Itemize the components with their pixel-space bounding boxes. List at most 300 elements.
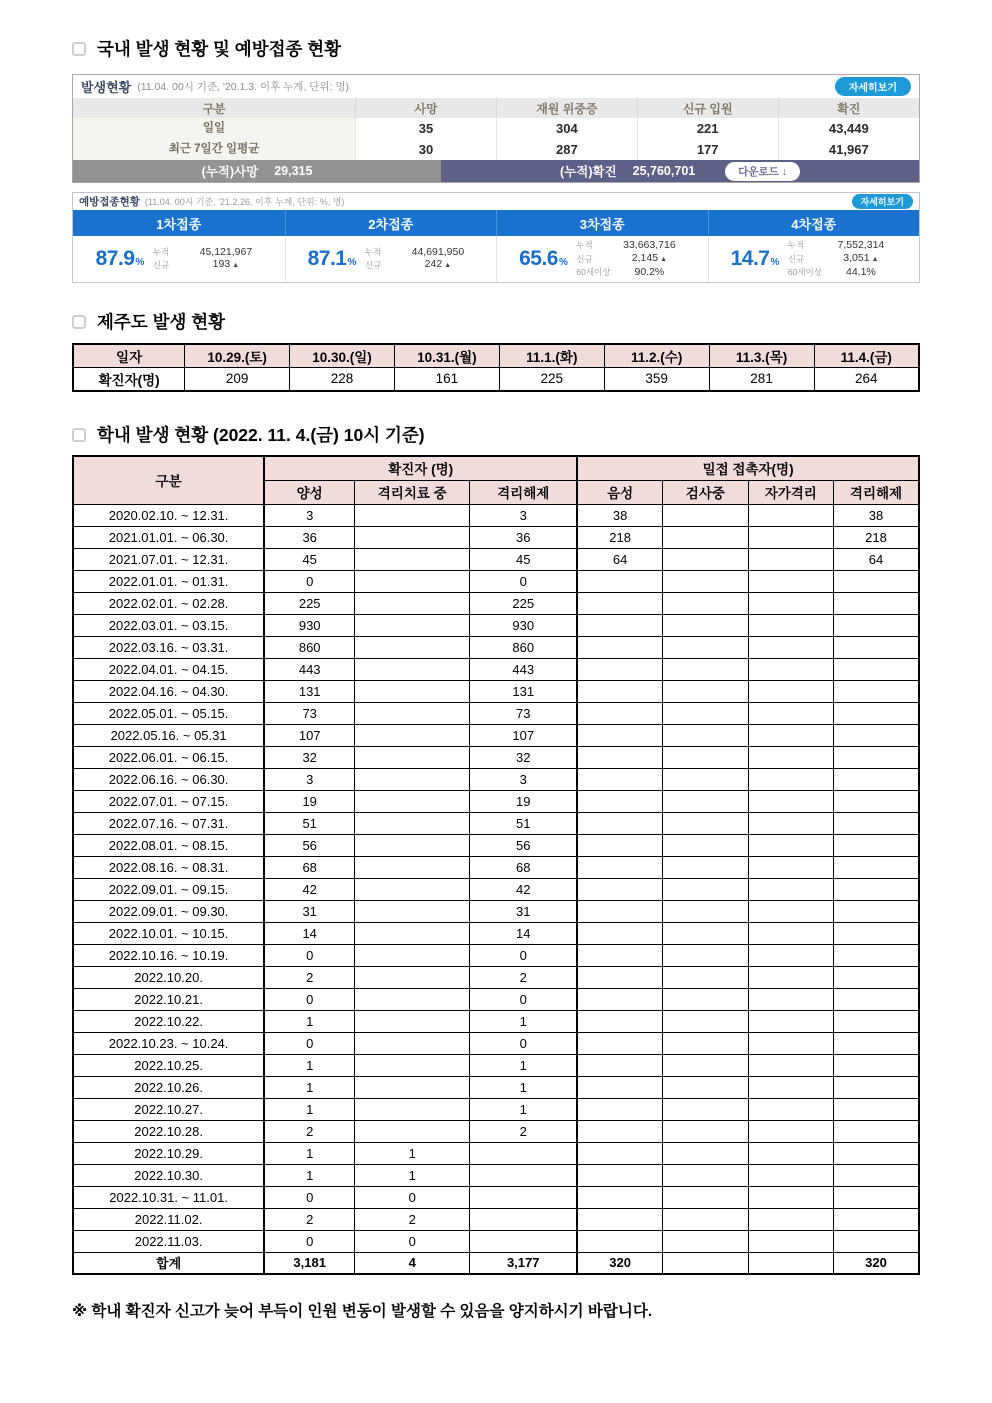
- school-cell: [355, 878, 470, 900]
- school-cell: [355, 966, 470, 988]
- school-row-label: 2022.10.30.: [73, 1164, 264, 1186]
- school-cell: [663, 922, 748, 944]
- vaccination-box-subtitle: (11.04. 00시 기준, '21.2.26. 이후 누계, 단위: %, 명): [144, 197, 345, 207]
- jeju-date-header: 11.4.(금): [814, 344, 919, 367]
- school-row-label: 2021.01.01. ~ 06.30.: [73, 526, 264, 548]
- school-cell: 1: [264, 1164, 355, 1186]
- school-data-row: [73, 1054, 919, 1076]
- cumulative-confirmed-value: 25,760,701: [632, 164, 696, 178]
- school-cell: 2: [264, 1208, 355, 1230]
- school-cell: [834, 614, 920, 636]
- school-data-row: [73, 680, 919, 702]
- school-sub-col-header: 양성: [264, 480, 355, 504]
- school-cell: [834, 1186, 920, 1208]
- school-cell: [663, 548, 748, 570]
- school-cell: [663, 1054, 748, 1076]
- school-cell: [834, 570, 920, 592]
- school-cell: 68: [470, 856, 577, 878]
- school-row-label: 2022.10.21.: [73, 988, 264, 1010]
- school-cell: [748, 1076, 833, 1098]
- stat-value: 7,552,314: [837, 239, 885, 252]
- school-cell: [834, 1164, 920, 1186]
- vaccination-dose-bar: [73, 210, 919, 236]
- school-cell: [748, 1098, 833, 1120]
- school-cell: [834, 1208, 920, 1230]
- school-data-row: [73, 548, 919, 570]
- school-row-label: 2022.01.01. ~ 01.31.: [73, 570, 264, 592]
- section-school-title-text: 학내 발생 현황 (2022. 11. 4.(금) 10시 기준): [97, 425, 425, 445]
- school-table: [72, 455, 920, 1275]
- school-cell: [355, 1120, 470, 1142]
- national-data-row: [73, 118, 919, 139]
- school-cell: [834, 592, 920, 614]
- school-cell: 51: [264, 812, 355, 834]
- vaccination-dose-stats: [496, 236, 708, 282]
- percent-sign: %: [135, 257, 144, 268]
- school-cell: [355, 636, 470, 658]
- school-cell: 2: [470, 966, 577, 988]
- jeju-date-header: 10.31.(월): [394, 344, 499, 367]
- national-cell: 30: [356, 139, 497, 160]
- stat-label: 신규: [576, 253, 593, 264]
- download-button[interactable]: 다운로드 ↓: [725, 162, 800, 181]
- school-cell: [355, 922, 470, 944]
- national-cell: 43,449: [778, 118, 919, 139]
- school-cell: [748, 768, 833, 790]
- school-cell: [663, 680, 748, 702]
- school-data-row: [73, 900, 919, 922]
- school-cell: [663, 834, 748, 856]
- jeju-cell: 264: [814, 367, 919, 391]
- school-cell: [663, 988, 748, 1010]
- school-cell: 0: [470, 1032, 577, 1054]
- school-cell: [748, 878, 833, 900]
- school-data-row: [73, 592, 919, 614]
- school-cell: 14: [264, 922, 355, 944]
- school-cell: 2: [355, 1208, 470, 1230]
- section-domestic-title: [72, 36, 920, 61]
- up-triangle-icon: ▲: [232, 262, 240, 269]
- stat-value: 193 ▲: [212, 258, 240, 270]
- school-cell: [748, 614, 833, 636]
- school-cell: [834, 1098, 920, 1120]
- school-cell: [663, 570, 748, 592]
- vaccination-box-title: 예방접종현황: [79, 196, 140, 208]
- school-cell: 1: [264, 1010, 355, 1032]
- vaccination-detail-button[interactable]: 자세히보기: [852, 194, 913, 209]
- school-row-label: 2022.10.29.: [73, 1142, 264, 1164]
- school-cell: [355, 1076, 470, 1098]
- school-row-label: 2022.04.16. ~ 04.30.: [73, 680, 264, 702]
- school-cell: [748, 1142, 833, 1164]
- school-cell: [834, 1032, 920, 1054]
- school-row-label: 2022.07.01. ~ 07.15.: [73, 790, 264, 812]
- school-cell: [577, 658, 662, 680]
- school-cell: 68: [264, 856, 355, 878]
- school-cell: [470, 1230, 577, 1252]
- school-row-label: 2022.10.01. ~ 10.15.: [73, 922, 264, 944]
- school-cell: [834, 922, 920, 944]
- school-data-row: [73, 1076, 919, 1098]
- stat-value: 242 ▲: [424, 258, 452, 270]
- school-cell: [748, 834, 833, 856]
- cumulative-death: [73, 160, 441, 182]
- school-cell: [663, 790, 748, 812]
- school-cell: [355, 504, 470, 526]
- school-cell: 3: [470, 768, 577, 790]
- percent-sign: %: [558, 257, 568, 268]
- school-cell: [355, 702, 470, 724]
- school-cell: [748, 966, 833, 988]
- school-cell: [748, 702, 833, 724]
- school-cell: 0: [264, 944, 355, 966]
- school-cell: [834, 944, 920, 966]
- school-cell: 2: [264, 966, 355, 988]
- percent-sign: %: [770, 257, 779, 268]
- school-row-label: 2022.05.01. ~ 05.15.: [73, 702, 264, 724]
- school-cell: [470, 1186, 577, 1208]
- school-row-label: 2022.03.16. ~ 03.31.: [73, 636, 264, 658]
- jeju-row-label: 확진자(명): [73, 367, 185, 391]
- school-cell: [834, 812, 920, 834]
- school-cell: 0: [355, 1186, 470, 1208]
- school-row-label: 합계: [73, 1252, 264, 1274]
- national-cell: 177: [637, 139, 778, 160]
- vaccination-percent: 65.6%: [519, 247, 568, 270]
- national-data-row: [73, 139, 919, 160]
- school-cell: [355, 658, 470, 680]
- school-cell: 64: [577, 548, 662, 570]
- school-data-row: [73, 658, 919, 680]
- national-title-row: [73, 75, 919, 98]
- vaccination-stat-line: [153, 246, 262, 259]
- jeju-cell: 359: [604, 367, 709, 391]
- school-row-label: 2022.10.26.: [73, 1076, 264, 1098]
- school-cell: [834, 1054, 920, 1076]
- vaccination-stat-line: [365, 246, 474, 259]
- school-cell: 19: [470, 790, 577, 812]
- school-total-row: [73, 1252, 919, 1274]
- school-cell: [663, 636, 748, 658]
- school-cell: 225: [470, 592, 577, 614]
- checkbox-icon: [72, 428, 86, 442]
- vaccination-stat-line: [576, 239, 685, 252]
- stat-value: 2,145 ▲: [631, 251, 667, 264]
- school-data-row: [73, 834, 919, 856]
- school-data-row: [73, 966, 919, 988]
- school-cell: [834, 966, 920, 988]
- national-box-title: 발생현황: [81, 80, 132, 95]
- school-cell: 1: [470, 1054, 577, 1076]
- national-cell: 287: [496, 139, 637, 160]
- percent-sign: %: [347, 257, 356, 268]
- school-cell: 225: [264, 592, 355, 614]
- school-cell: 56: [264, 834, 355, 856]
- school-row-label: 2022.03.01. ~ 03.15.: [73, 614, 264, 636]
- school-cell: [577, 1010, 662, 1032]
- school-cell: [577, 1142, 662, 1164]
- vaccination-status-box: [72, 192, 920, 283]
- school-cell: 3,181: [264, 1252, 355, 1274]
- school-cell: [355, 1032, 470, 1054]
- school-cell: [748, 1054, 833, 1076]
- school-cell: [663, 768, 748, 790]
- cumulative-death-value: 29,315: [274, 164, 313, 178]
- school-cell: [663, 614, 748, 636]
- school-cell: [663, 526, 748, 548]
- national-detail-button[interactable]: 자세히보기: [835, 77, 911, 96]
- school-cell: 0: [264, 988, 355, 1010]
- vaccination-dose-label: 1차접종: [156, 216, 202, 232]
- school-cell: 3,177: [470, 1252, 577, 1274]
- school-cell: [834, 878, 920, 900]
- vaccination-percent: 87.1%: [307, 247, 356, 270]
- school-data-row: [73, 790, 919, 812]
- national-header-row: [73, 98, 919, 118]
- school-cell: 19: [264, 790, 355, 812]
- school-cell: [748, 812, 833, 834]
- vaccination-dose-stats: [708, 236, 920, 282]
- school-cell: 36: [470, 526, 577, 548]
- school-cell: [748, 856, 833, 878]
- stat-label: 누적: [576, 240, 593, 251]
- school-row-label: 2022.08.01. ~ 08.15.: [73, 834, 264, 856]
- school-cell: [355, 1054, 470, 1076]
- school-cell: 131: [264, 680, 355, 702]
- school-cell: [663, 658, 748, 680]
- school-cell: [577, 1186, 662, 1208]
- school-cell: [834, 702, 920, 724]
- school-data-row: [73, 1164, 919, 1186]
- section-jeju-title-text: 제주도 발생 현황: [97, 312, 226, 332]
- school-row-label: 2022.06.16. ~ 06.30.: [73, 768, 264, 790]
- school-cell: 56: [470, 834, 577, 856]
- school-data-row: [73, 944, 919, 966]
- national-table: [73, 98, 919, 160]
- vaccination-stat-line: [576, 252, 685, 267]
- school-cell: [834, 636, 920, 658]
- up-triangle-icon: ▲: [871, 255, 879, 263]
- school-row-label: 2022.10.31. ~ 11.01.: [73, 1186, 264, 1208]
- national-col-header: 재원 위중증: [496, 98, 637, 118]
- school-data-row: [73, 856, 919, 878]
- jeju-data-row: [73, 367, 919, 391]
- school-cell: 1: [470, 1076, 577, 1098]
- school-cell: 2: [470, 1120, 577, 1142]
- section-domestic-title-text: 국내 발생 현황 및 예방접종 현황: [97, 39, 342, 59]
- school-cell: [355, 1010, 470, 1032]
- school-sub-col-header: 격리해제: [470, 480, 577, 504]
- stat-label: 60세이상: [576, 267, 611, 278]
- school-cell: 0: [264, 1032, 355, 1054]
- school-cell: [355, 592, 470, 614]
- school-data-row: [73, 1230, 919, 1252]
- school-cell: [470, 1164, 577, 1186]
- national-cell: 35: [356, 118, 497, 139]
- stat-label: 누적: [364, 246, 382, 257]
- vaccination-stat-lines: [153, 246, 262, 273]
- school-cell: 107: [470, 724, 577, 746]
- school-cell: 2: [264, 1120, 355, 1142]
- school-cell: [663, 1164, 748, 1186]
- school-row-label: 2022.02.01. ~ 02.28.: [73, 592, 264, 614]
- school-cell: 3: [264, 504, 355, 526]
- cumulative-confirmed-label: (누적)확진: [560, 165, 617, 179]
- vaccination-dose-label: 2차접종: [285, 210, 497, 236]
- school-cell: [577, 746, 662, 768]
- school-cell: [663, 1230, 748, 1252]
- jeju-cell: 161: [394, 367, 499, 391]
- stat-value: 44,691,950: [411, 245, 465, 258]
- up-triangle-icon: ▲: [444, 262, 452, 269]
- school-cell: 32: [264, 746, 355, 768]
- vaccination-stat-line: [788, 252, 897, 267]
- school-row-label: 2022.08.16. ~ 08.31.: [73, 856, 264, 878]
- school-cell: [663, 724, 748, 746]
- school-sub-col-header: 음성: [577, 480, 662, 504]
- school-row-label: 2022.10.23. ~ 10.24.: [73, 1032, 264, 1054]
- school-cell: 36: [264, 526, 355, 548]
- school-cell: [577, 1120, 662, 1142]
- school-cell: [577, 636, 662, 658]
- school-data-row: [73, 1032, 919, 1054]
- school-cell: 218: [834, 526, 920, 548]
- school-cell: [748, 1208, 833, 1230]
- school-cell: [748, 548, 833, 570]
- school-cell: 32: [470, 746, 577, 768]
- school-cell: 107: [264, 724, 355, 746]
- vaccination-stats-row: [73, 236, 919, 282]
- school-cell: 45: [470, 548, 577, 570]
- jeju-date-header: 11.3.(목): [709, 344, 814, 367]
- vaccination-stat-lines: [788, 239, 897, 279]
- school-sub-col-header: 검사중: [663, 480, 748, 504]
- school-cell: [834, 790, 920, 812]
- school-data-row: [73, 1208, 919, 1230]
- school-cell: [834, 988, 920, 1010]
- national-cell: 221: [637, 118, 778, 139]
- section-jeju-title: [72, 309, 920, 334]
- school-data-row: [73, 724, 919, 746]
- up-triangle-icon: ▲: [660, 255, 667, 263]
- vaccination-dose-stats: [73, 236, 285, 282]
- school-cell: [834, 1076, 920, 1098]
- school-cell: [577, 900, 662, 922]
- vaccination-stat-line: [788, 239, 897, 252]
- school-row-label: 2022.10.20.: [73, 966, 264, 988]
- stat-label: 신규: [787, 253, 805, 264]
- school-cell: [577, 1032, 662, 1054]
- national-row-label: 일일: [73, 118, 356, 139]
- school-cell: [577, 966, 662, 988]
- jeju-cell: 225: [499, 367, 604, 391]
- school-cell: 45: [264, 548, 355, 570]
- school-group-confirmed: 확진자 (명): [264, 456, 577, 480]
- school-row-label: 2022.07.16. ~ 07.31.: [73, 812, 264, 834]
- national-table-body: [73, 118, 919, 160]
- school-data-row: [73, 1186, 919, 1208]
- school-cell: 443: [264, 658, 355, 680]
- school-cell: [663, 1208, 748, 1230]
- vaccination-stat-line: [576, 266, 685, 279]
- cumulative-death-label: (누적)사망: [201, 165, 259, 179]
- school-cell: [577, 1164, 662, 1186]
- vaccination-percent: 14.7%: [730, 247, 779, 270]
- school-cell: 1: [355, 1142, 470, 1164]
- school-cell: [663, 900, 748, 922]
- checkbox-icon: [72, 42, 86, 56]
- school-cell: [748, 988, 833, 1010]
- school-cell: 31: [470, 900, 577, 922]
- school-cell: [577, 592, 662, 614]
- school-cell: [663, 1252, 748, 1274]
- school-cell: [663, 944, 748, 966]
- school-cell: [748, 636, 833, 658]
- jeju-date-header-label: 일자: [73, 344, 185, 367]
- school-cell: [748, 724, 833, 746]
- school-cell: [748, 1032, 833, 1054]
- school-row-label: 2022.10.25.: [73, 1054, 264, 1076]
- school-row-label: 2021.07.01. ~ 12.31.: [73, 548, 264, 570]
- jeju-cell: 281: [709, 367, 814, 391]
- school-cell: 51: [470, 812, 577, 834]
- school-row-label: 2022.04.01. ~ 04.15.: [73, 658, 264, 680]
- school-data-row: [73, 746, 919, 768]
- school-data-row: [73, 636, 919, 658]
- school-cell: 0: [470, 988, 577, 1010]
- school-cell: [355, 548, 470, 570]
- school-cell: 1: [264, 1076, 355, 1098]
- stat-value: 33,663,716: [623, 239, 676, 252]
- school-col-gubun: 구분: [73, 456, 264, 504]
- school-cell: [577, 1208, 662, 1230]
- school-cell: [748, 900, 833, 922]
- school-cell: 860: [470, 636, 577, 658]
- school-data-row: [73, 614, 919, 636]
- school-cell: [834, 1010, 920, 1032]
- school-cell: [577, 1054, 662, 1076]
- school-cell: 930: [470, 614, 577, 636]
- section-school-title: [72, 422, 920, 447]
- vaccination-dose-stats: [285, 236, 497, 282]
- school-cell: [355, 570, 470, 592]
- school-cell: 0: [355, 1230, 470, 1252]
- school-cell: [577, 790, 662, 812]
- school-cell: [663, 1120, 748, 1142]
- national-cumulative-bar: [73, 160, 919, 182]
- school-cell: [470, 1208, 577, 1230]
- school-cell: [748, 1164, 833, 1186]
- jeju-table: [72, 343, 920, 392]
- school-cell: 443: [470, 658, 577, 680]
- school-cell: [355, 790, 470, 812]
- vaccination-stat-line: [153, 258, 262, 273]
- school-cell: [663, 966, 748, 988]
- stat-value: 3,051 ▲: [843, 251, 879, 264]
- school-cell: [577, 1230, 662, 1252]
- stat-label: 신규: [152, 260, 170, 270]
- school-cell: [577, 702, 662, 724]
- national-col-header: 사망: [356, 98, 497, 118]
- cumulative-confirmed: [441, 160, 919, 182]
- school-cell: [834, 856, 920, 878]
- school-cell: 42: [264, 878, 355, 900]
- school-cell: [663, 702, 748, 724]
- school-cell: [834, 1120, 920, 1142]
- school-cell: [663, 1076, 748, 1098]
- national-row-label: 최근 7일간 일평균: [73, 139, 356, 160]
- school-cell: 73: [470, 702, 577, 724]
